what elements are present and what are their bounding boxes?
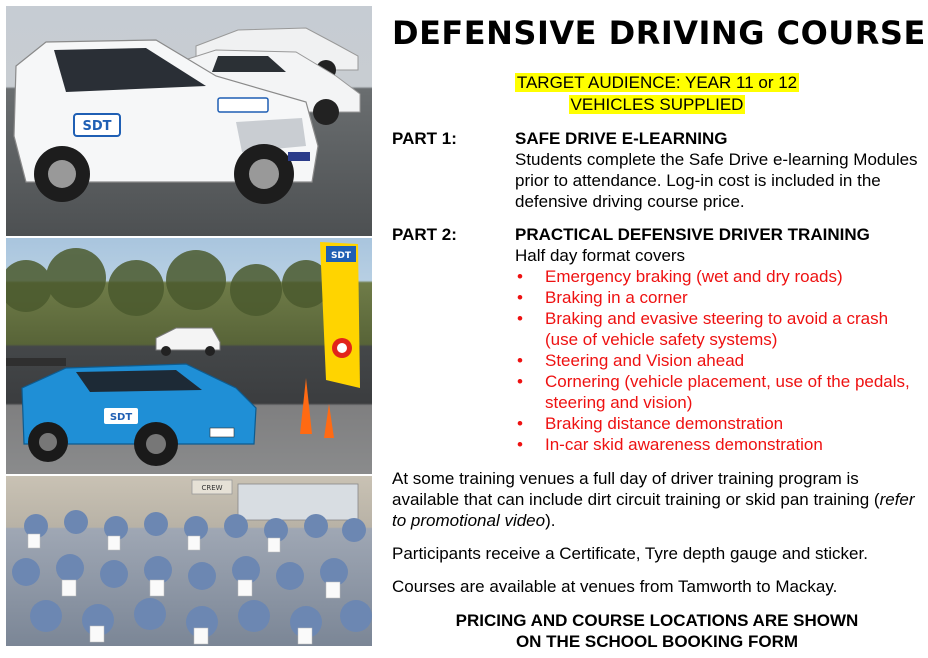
photo-blue-car-track — [6, 238, 372, 476]
training-topics-list — [515, 266, 922, 455]
part-2-label: PART 2: — [392, 225, 457, 244]
course-info — [392, 8, 926, 652]
photo-students-group — [6, 476, 372, 648]
target-audience — [392, 72, 922, 116]
list-item: • Steering and Vision ahead — [515, 350, 922, 371]
full-day-text-end: ). — [545, 511, 556, 530]
list-item: • In-car skid awareness demonstration — [515, 434, 922, 455]
part-2-heading: PRACTICAL DEFENSIVE DRIVER TRAINING — [515, 225, 870, 244]
pricing-notice-line-1: PRICING AND COURSE LOCATIONS ARE SHOWN — [455, 611, 859, 630]
part-1-label: PART 1: — [392, 129, 457, 148]
part-1-text: Students complete the Safe Drive e-learning Modules prior to attendance. Log-in cost is included in the defensive driving course price. — [515, 150, 918, 211]
audience-line-2: VEHICLES SUPPLIED — [570, 95, 744, 114]
list-item: • Braking and evasive steering to avoid a crash (use of vehicle safety systems) — [515, 308, 922, 350]
photo-column — [6, 6, 372, 648]
list-item: • Braking distance demonstration — [515, 413, 922, 434]
photo-white-cars — [6, 6, 372, 238]
full-day-text: At some training venues a full day of driver training program is available that can include dirt circuit training or skid pan training ( — [392, 469, 880, 509]
pricing-notice — [392, 610, 922, 652]
full-day-note — [392, 468, 922, 531]
car-door-logo-text: SDT — [109, 412, 133, 423]
promo-video-reference: refer to promotional video — [392, 490, 915, 530]
page-title: DEFENSIVE DRIVING COURSE — [392, 14, 926, 52]
room-sign-text: CREW — [201, 484, 223, 492]
banner-logo-text: SDT — [330, 251, 352, 261]
pricing-notice-line-2: ON THE SCHOOL BOOKING FORM — [515, 632, 799, 651]
audience-line-1: TARGET AUDIENCE: YEAR 11 or 12 — [516, 73, 798, 92]
certificate-note: Participants receive a Certificate, Tyre depth gauge and sticker. — [392, 544, 868, 563]
list-item: • Emergency braking (wet and dry roads) — [515, 266, 922, 287]
part-2-intro: Half day format covers — [515, 246, 686, 265]
sdt-logo-text: SDT — [82, 119, 112, 134]
part-1-heading: SAFE DRIVE E-LEARNING — [515, 129, 728, 148]
part-1 — [392, 128, 922, 212]
locations-note: Courses are available at venues from Tamworth to Mackay. — [392, 577, 838, 596]
part-2 — [392, 224, 922, 455]
list-item: • Braking in a corner — [515, 287, 922, 308]
list-item: • Cornering (vehicle placement, use of the pedals, steering and vision) — [515, 371, 922, 413]
